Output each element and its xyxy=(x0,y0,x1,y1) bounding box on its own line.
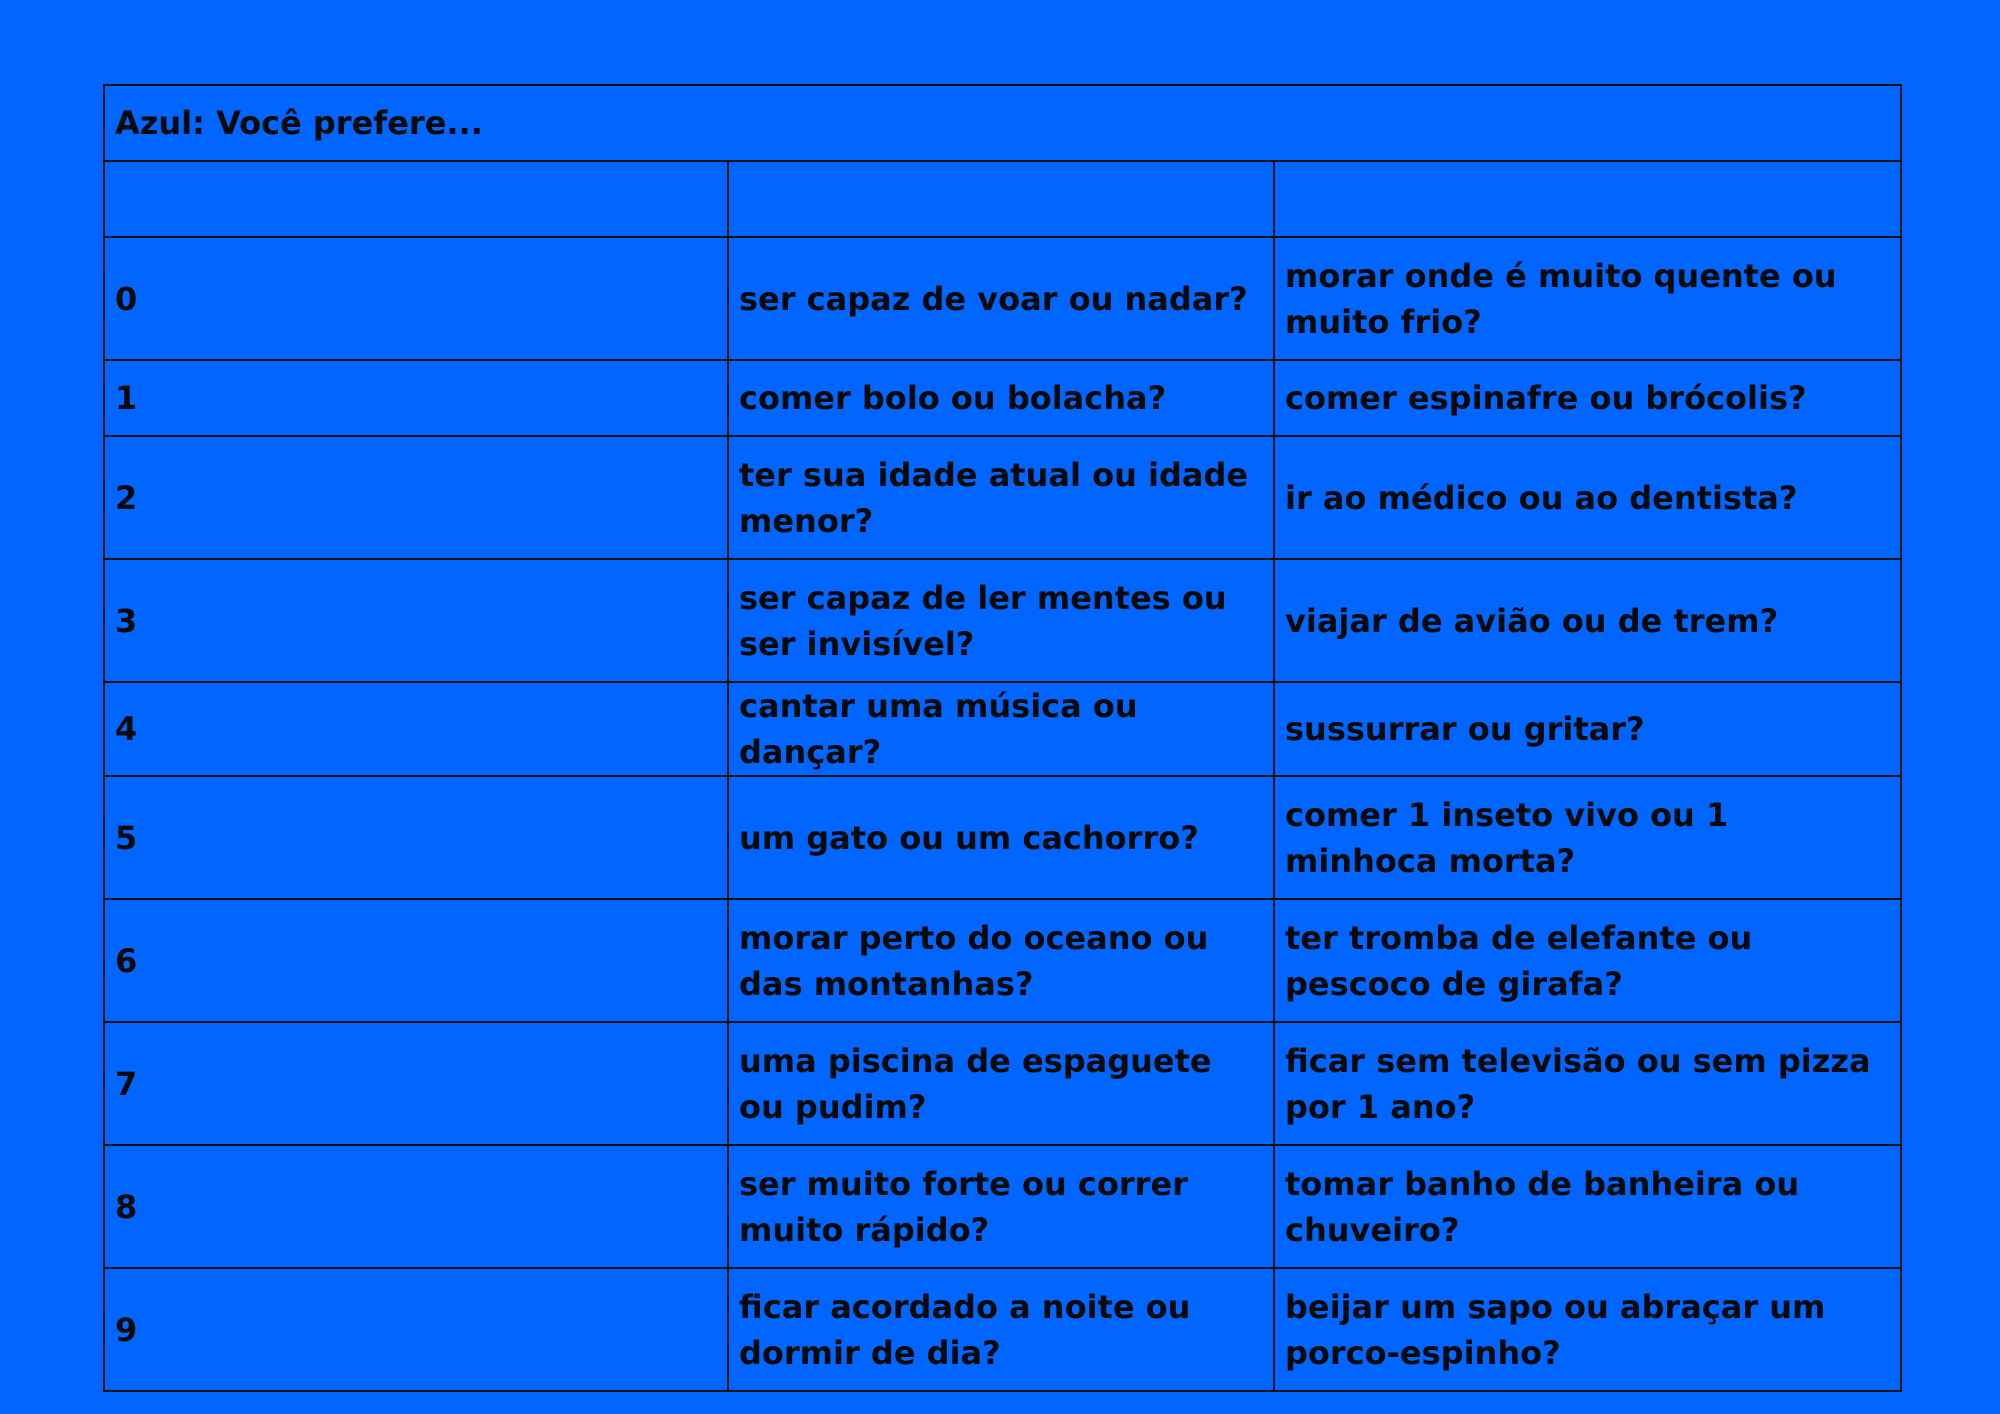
question-b: tomar banho de banheira ou chuveiro? xyxy=(1274,1145,1901,1268)
table-row xyxy=(104,1145,1901,1268)
row-number: 7 xyxy=(104,1022,728,1145)
table-row xyxy=(104,559,1901,682)
question-a: ser capaz de ler mentes ou ser invisível? xyxy=(728,559,1274,682)
question-b: comer espinafre ou brócolis? xyxy=(1274,360,1901,436)
question-a: ficar acordado a noite ou dormir de dia? xyxy=(728,1268,1274,1391)
question-a: uma piscina de espaguete ou pudim? xyxy=(728,1022,1274,1145)
question-a: comer bolo ou bolacha? xyxy=(728,360,1274,436)
row-number: 8 xyxy=(104,1145,728,1268)
table-row xyxy=(104,1022,1901,1145)
table-row xyxy=(104,776,1901,899)
question-b: sussurrar ou gritar? xyxy=(1274,682,1901,776)
question-b: ir ao médico ou ao dentista? xyxy=(1274,436,1901,559)
row-number: 3 xyxy=(104,559,728,682)
question-a: ser capaz de voar ou nadar? xyxy=(728,237,1274,360)
question-b: ter tromba de elefante ou pescoco de girafa? xyxy=(1274,899,1901,1022)
question-a: ter sua idade atual ou idade menor? xyxy=(728,436,1274,559)
row-number: 6 xyxy=(104,899,728,1022)
row-number: 1 xyxy=(104,360,728,436)
question-sheet xyxy=(103,84,1900,1392)
title-row xyxy=(104,85,1901,161)
row-number: 5 xyxy=(104,776,728,899)
row-number: 2 xyxy=(104,436,728,559)
question-a: ser muito forte ou correr muito rápido? xyxy=(728,1145,1274,1268)
question-b: comer 1 inseto vivo ou 1 minhoca morta? xyxy=(1274,776,1901,899)
question-b: viajar de avião ou de trem? xyxy=(1274,559,1901,682)
table-row xyxy=(104,899,1901,1022)
table-row xyxy=(104,682,1901,776)
table-row xyxy=(104,436,1901,559)
question-b: ficar sem televisão ou sem pizza por 1 ano? xyxy=(1274,1022,1901,1145)
row-number: 4 xyxy=(104,682,728,776)
row-number: 0 xyxy=(104,237,728,360)
question-a: cantar uma música ou dançar? xyxy=(728,682,1274,776)
table-title: Azul: Você prefere... xyxy=(104,85,1901,161)
question-a: morar perto do oceano ou das montanhas? xyxy=(728,899,1274,1022)
question-b: morar onde é muito quente ou muito frio? xyxy=(1274,237,1901,360)
table-row xyxy=(104,237,1901,360)
blank-cell xyxy=(104,161,728,237)
blank-header-row xyxy=(104,161,1901,237)
question-table xyxy=(103,84,1902,1392)
blank-cell xyxy=(728,161,1274,237)
table-row xyxy=(104,1268,1901,1391)
question-b: beijar um sapo ou abraçar um porco-espinho? xyxy=(1274,1268,1901,1391)
question-a: um gato ou um cachorro? xyxy=(728,776,1274,899)
row-number: 9 xyxy=(104,1268,728,1391)
blank-cell xyxy=(1274,161,1901,237)
table-row xyxy=(104,360,1901,436)
